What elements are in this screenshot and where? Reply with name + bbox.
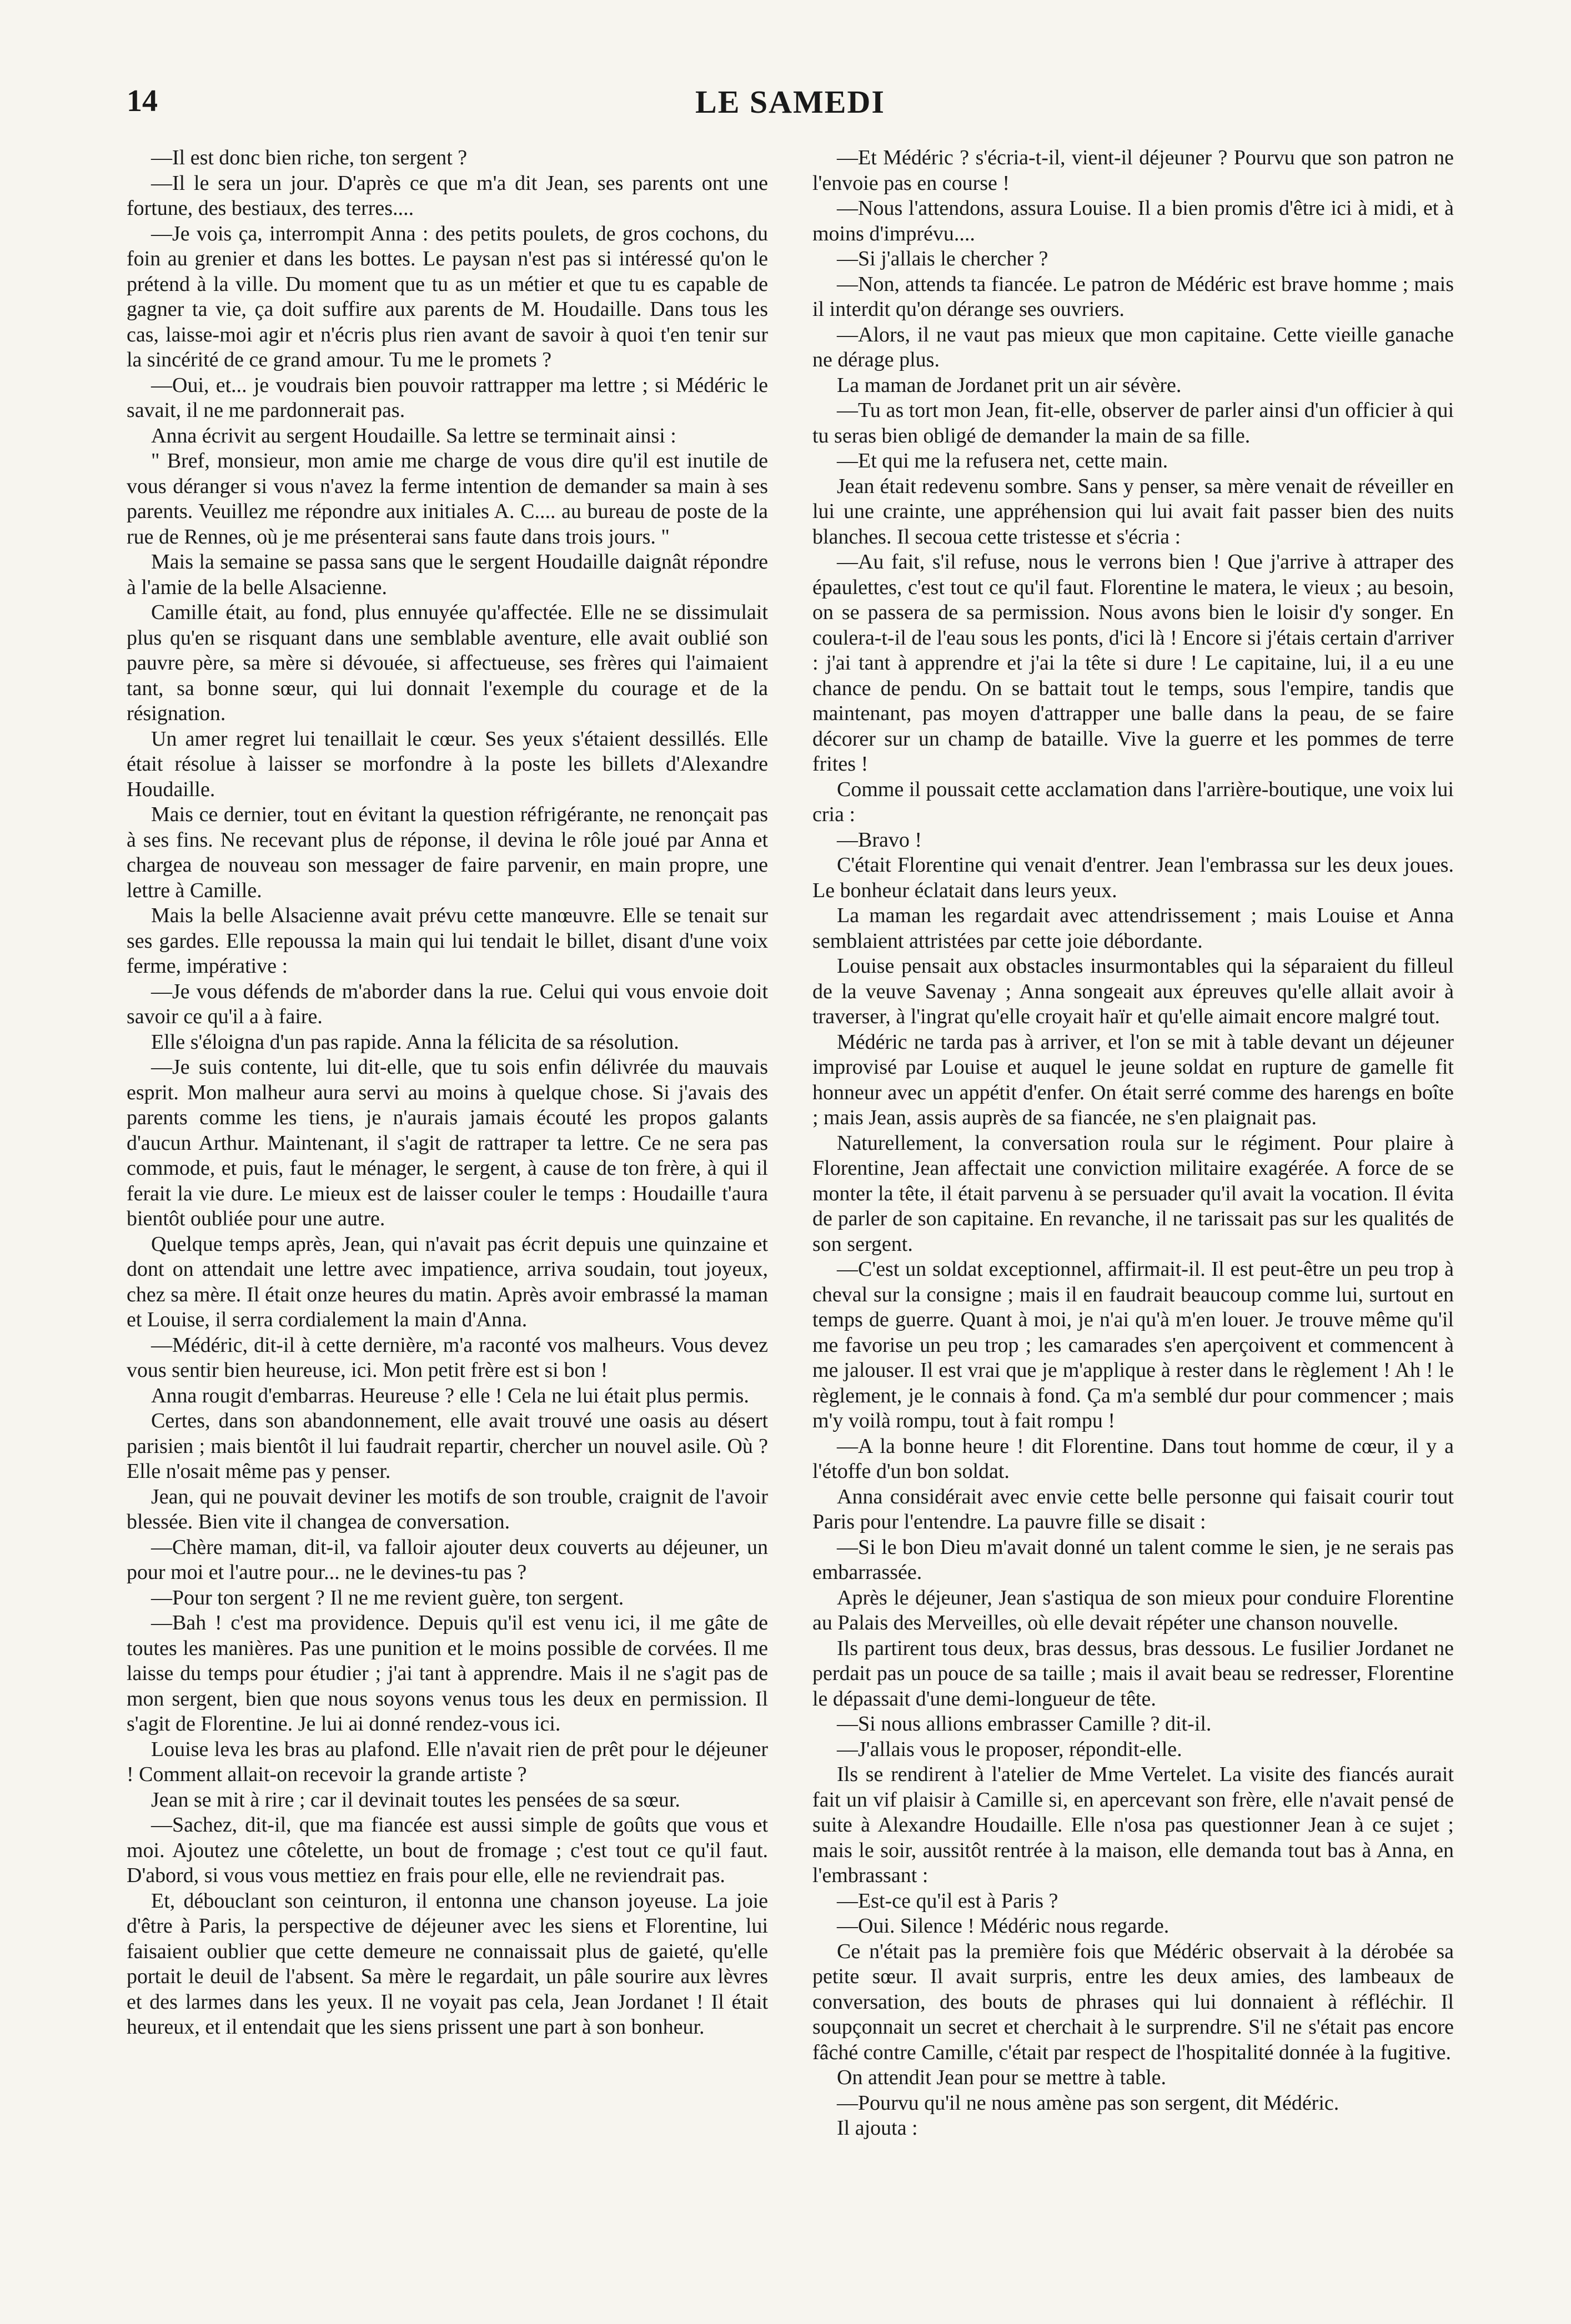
paragraph: Elle s'éloigna d'un pas rapide. Anna la félicita de sa résolution. bbox=[151, 1030, 679, 1054]
paragraph: —Je vois ça, interrompit Anna : des petits poulets, de gros cochons, du foin au grenier et dans les bottes. Le paysan n'est pas si intéressé qu'on le prétend à la ville. Du moment que tu as un métier et que tu es capable de gagner ta vie, ça doit suffire aux parents de M. Houdaille. Dans tous les cas, laisse-moi agir et n'écris plus rien avant de savoir à quoi t'en tenir sur la sincérité de ce grand amour. Tu me le promets ? bbox=[127, 222, 768, 371]
paragraph: Ce n'était pas la première fois que Médéric observait à la dérobée sa petite sœur. Il avait surpris, entre les deux amies, des lambeaux de conversation, des bouts de phrases qui lui donnaient à réfléchir. Il soupçonnait un secret et cherchait à le surprendre. S'il ne s'était pas encore fâché contre Camille, c'était par respect de l'hospitalité donnée à la fugitive. bbox=[812, 1939, 1454, 2064]
paragraph: Louise leva les bras au plafond. Elle n'avait rien de prêt pour le déjeuner ! Comment allait-on recevoir la grande artiste ? bbox=[127, 1737, 768, 1786]
paragraph: La maman de Jordanet prit un air sévère. bbox=[837, 373, 1182, 397]
paragraph: Médéric ne tarda pas à arriver, et l'on se mit à table devant un déjeuner improvisé par Louise et auquel le jeune soldat en rupture de gamelle fit honneur avec un appétit d'enfer. On était serré comme des harengs en boîte ; mais Jean, assis auprès de sa fiancée, ne s'en plaignait pas. bbox=[812, 1030, 1454, 1129]
paragraph: —Est-ce qu'il est à Paris ? bbox=[837, 1889, 1058, 1913]
paragraph: —Tu as tort mon Jean, fit-elle, observer de parler ainsi d'un officier à qui tu seras bien obligé de demander la main de sa fille. bbox=[812, 399, 1454, 447]
paragraph: —J'allais vous le proposer, répondit-elle. bbox=[837, 1737, 1182, 1761]
paragraph: —Nous l'attendons, assura Louise. Il a bien promis d'être ici à midi, et à moins d'imprévu.... bbox=[812, 197, 1454, 245]
paragraph: Ils se rendirent à l'atelier de Mme Vertelet. La visite des fiancés aurait fait un vif plaisir à Camille si, en apercevant son frère, elle n'avait pensé de suite à Alexandre Houdaille. Elle n'osa pas questionner Jean à ce sujet ; mais le soir, aussitôt rentrée à la maison, elle demanda tout bas à Anna, en l'embrassant : bbox=[812, 1763, 1454, 1887]
paragraph: Comme il poussait cette acclamation dans l'arrière-boutique, une voix lui cria : bbox=[812, 777, 1454, 826]
paragraph: —Oui. Silence ! Médéric nous regarde. bbox=[837, 1914, 1170, 1938]
paragraph: La maman les regardait avec attendrissement ; mais Louise et Anna semblaient attristées par cette joie débordante. bbox=[812, 904, 1454, 953]
left-column bbox=[127, 145, 768, 2266]
paragraph: Et, débouclant son ceinturon, il entonna une chanson joyeuse. La joie d'être à Paris, la perspective de déjeuner avec les siens et Florentine, lui faisaient oublier que cette demeure ne connaissait plus de gaieté, qu'elle portait le deuil de l'absent. Sa mère le regardait, un pâle sourire aux lèvres et des larmes dans les yeux. Il ne voyait pas cela, Jean Jordanet ! Il était heureux, et il entendait que les siens prissent une part à son bonheur. bbox=[127, 1889, 768, 2039]
paragraph: Anna écrivit au sergent Houdaille. Sa lettre se terminait ainsi : bbox=[151, 424, 676, 447]
paragraph: —Médéric, dit-il à cette dernière, m'a raconté vos malheurs. Vous devez vous sentir bien heureuse, ici. Mon petit frère est si bon ! bbox=[127, 1333, 768, 1382]
paragraph: —Et Médéric ? s'écria-t-il, vient-il déjeuner ? Pourvu que son patron ne l'envoie pas en course ! bbox=[812, 146, 1454, 195]
paragraph: On attendit Jean pour se mettre à table. bbox=[837, 2066, 1167, 2089]
paragraph: —Je vous défends de m'aborder dans la rue. Celui qui vous envoie doit savoir ce qu'il a à faire. bbox=[127, 979, 768, 1028]
paragraph: —Non, attends ta fiancée. Le patron de Médéric est brave homme ; mais il interdit qu'on dérange ses ouvriers. bbox=[812, 272, 1454, 321]
paragraph: —Si j'allais le chercher ? bbox=[837, 247, 1048, 270]
journal-title: LE SAMEDI bbox=[695, 84, 885, 120]
paragraph: Un amer regret lui tenaillait le cœur. Ses yeux s'étaient dessillés. Elle était résolue à laisser se morfondre à la poste les billets d'Alexandre Houdaille. bbox=[127, 727, 768, 801]
paragraph: —A la bonne heure ! dit Florentine. Dans tout homme de cœur, il y a l'étoffe d'un bon soldat. bbox=[812, 1434, 1454, 1483]
paragraph: —Pour ton sergent ? Il ne me revient guère, ton sergent. bbox=[151, 1586, 624, 1609]
paragraph: —Je suis contente, lui dit-elle, que tu sois enfin délivrée du mauvais esprit. Mon malheur aura servi au moins à quelque chose. Si j'avais des parents comme les tiens, je n'aurais jamais écouté les propos galants d'aucun Arthur. Maintenant, il s'agit de rattraper ta lettre. Ce ne sera pas commode, et puis, faut le ménager, le sergent, à cause de ton frère, à qui il ferait la vie dure. Le mieux est de laisser couler le temps : Houdaille t'aura bientôt oubliée pour une autre. bbox=[127, 1055, 768, 1230]
page-header bbox=[127, 83, 1454, 128]
paragraph: Anna rougit d'embarras. Heureuse ? elle ! Cela ne lui était plus permis. bbox=[151, 1384, 749, 1407]
article-columns bbox=[127, 145, 1454, 2266]
paragraph: Après le déjeuner, Jean s'astiqua de son mieux pour conduire Florentine au Palais des Merveilles, où elle devait répéter une chanson nouvelle. bbox=[812, 1586, 1454, 1634]
paragraph: —Chère maman, dit-il, va falloir ajouter deux couverts au déjeuner, un pour moi et l'autre pour... ne le devines-tu pas ? bbox=[127, 1535, 768, 1584]
page-number: 14 bbox=[127, 84, 158, 118]
right-column bbox=[812, 145, 1454, 2266]
paragraph: C'était Florentine qui venait d'entrer. Jean l'embrassa sur les deux joues. Le bonheur éclatait dans leurs yeux. bbox=[812, 853, 1454, 902]
paragraph: —C'est un soldat exceptionnel, affirmait-il. Il est peut-être un peu trop à cheval sur la consigne ; mais il en faudrait beaucoup comme lui, surtout en temps de guerre. Quant à moi, je n'ai qu'à m'en louer. Je trouve même qu'il me favorise un peu trop ; les camarades s'en aperçoivent et commencent à me jalouser. Il est vrai que je m'applique à rester dans le règlement ! Ah ! le règlement, je le connais à fond. Ça m'a semblé dur pour commencer ; mais m'y voilà rompu, tout à fait rompu ! bbox=[812, 1257, 1454, 1432]
paragraph: Mais la belle Alsacienne avait prévu cette manœuvre. Elle se tenait sur ses gardes. Elle repoussa la main qui lui tendait le billet, disant d'une voix ferme, impérative : bbox=[127, 904, 768, 978]
paragraph: —Oui, et... je voudrais bien pouvoir rattrapper ma lettre ; si Médéric le savait, il ne me pardonnerait pas. bbox=[127, 373, 768, 422]
paragraph: —Alors, il ne vaut pas mieux que mon capitaine. Cette vieille ganache ne dérage plus. bbox=[812, 323, 1454, 371]
paragraph: Mais la semaine se passa sans que le sergent Houdaille daignât répondre à l'amie de la belle Alsacienne. bbox=[127, 550, 768, 599]
paragraph: —Il est donc bien riche, ton sergent ? bbox=[151, 146, 468, 169]
paragraph: Jean était redevenu sombre. Sans y penser, sa mère venait de réveiller en lui une crainte, une appréhension qui lui avait fait passer bien des nuits blanches. Il secoua cette tristesse et s'écria : bbox=[812, 474, 1454, 549]
paragraph: Naturellement, la conversation roula sur le régiment. Pour plaire à Florentine, Jean affectait une conviction militaire exagérée. A force de se monter la tête, il était parvenu à se persuader qu'il avait la vocation. Il évita de parler de son capitaine. En revanche, il ne tarissait pas sur les qualités de son sergent. bbox=[812, 1131, 1454, 1256]
paragraph: Camille était, au fond, plus ennuyée qu'affectée. Elle ne se dissimulait plus qu'en se risquant dans une semblable aventure, elle avait oublié son pauvre père, sa mère si dévouée, si affectueuse, ses frères qui l'aimaient tant, sa bonne sœur, qui lui donnait l'exemple du courage et de la résignation. bbox=[127, 601, 768, 725]
paragraph: Certes, dans son abandonnement, elle avait trouvé une oasis au désert parisien ; mais bientôt il lui faudrait repartir, chercher un nouvel asile. Où ? Elle n'osait même pas y penser. bbox=[127, 1409, 768, 1483]
paragraph: —Et qui me la refusera net, cette main. bbox=[837, 449, 1168, 472]
paragraph: Louise pensait aux obstacles insurmontables qui la séparaient du filleul de la veuve Savenay ; Anna songeait aux épreuves qu'elle allait avoir à traverser, à l'ingrat qu'elle croyait haïr et qu'elle aimait encore malgré tout. bbox=[812, 954, 1454, 1028]
paragraph: —Au fait, s'il refuse, nous le verrons bien ! Que j'arrive à attraper des épaulettes, c'est tout ce qu'il faut. Florentine le matera, le vieux ; au besoin, on se passera de sa permission. Nous avons bien le loisir d'y songer. En coulera-t-il de l'eau sous les ponts, d'ici là ! Encore si j'étais certain d'arriver : j'ai tant à apprendre et j'ai la tête si dure ! Le capitaine, lui, il a eu une chance de pendu. On se battait tout le temps, sous l'empire, tandis que maintenant, pas moyen d'attrapper une balle dans la peau, de se faire décorer sur un champ de bataille. Vive la guerre et les pommes de terre frites ! bbox=[812, 550, 1454, 776]
paragraph: —Bravo ! bbox=[837, 828, 922, 852]
paragraph: —Si nous allions embrasser Camille ? dit-il. bbox=[837, 1712, 1212, 1736]
paragraph: —Pourvu qu'il ne nous amène pas son sergent, dit Médéric. bbox=[837, 2091, 1339, 2115]
paragraph: —Bah ! c'est ma providence. Depuis qu'il est venu ici, il me gâte de toutes les manières. Pas une punition et le moins possible de corvées. Il me laisse du temps pour étudier ; j'ai tant à apprendre. Mais il ne s'agit pas de mon sergent, bien que nous soyons venus tous les deux en permission. Il s'agit de Florentine. Je lui ai donné rendez-vous ici. bbox=[127, 1611, 768, 1736]
paragraph: —Si le bon Dieu m'avait donné un talent comme le sien, je ne serais pas embarrassée. bbox=[812, 1535, 1454, 1584]
paragraph: Mais ce dernier, tout en évitant la question réfrigérante, ne renonçait pas à ses fins. Ne recevant plus de réponse, il devina le rôle joué par Anna et chargea de nouveau son messager de faire parvenir, en main propre, une lettre à Camille. bbox=[127, 803, 768, 902]
paragraph: —Sachez, dit-il, que ma fiancée est aussi simple de goûts que vous et moi. Ajoutez une côtelette, un bout de fromage ; c'est tout ce qu'il faut. D'abord, si vous vous mettiez en frais pour elle, elle ne reviendrait pas. bbox=[127, 1813, 768, 1887]
paragraph: Jean, qui ne pouvait deviner les motifs de son trouble, craignit de l'avoir blessée. Bien vite il changea de conversation. bbox=[127, 1485, 768, 1533]
paragraph: —Il le sera un jour. D'après ce que m'a dit Jean, ses parents ont une fortune, des bestiaux, des terres.... bbox=[127, 171, 768, 220]
paragraph: Jean se mit à rire ; car il devinait toutes les pensées de sa sœur. bbox=[151, 1788, 680, 1812]
paragraph: Anna considérait avec envie cette belle personne qui faisait courir tout Paris pour l'entendre. La pauvre fille se disait : bbox=[812, 1485, 1454, 1533]
paragraph: Quelque temps après, Jean, qui n'avait pas écrit depuis une quinzaine et dont on attendait une lettre avec impatience, arriva soudain, tout joyeux, chez sa mère. Il était onze heures du matin. Après avoir embrassé la maman et Louise, il serra cordialement la main d'Anna. bbox=[127, 1232, 768, 1331]
paragraph: Il ajouta : bbox=[837, 2116, 918, 2140]
paragraph: Ils partirent tous deux, bras dessus, bras dessous. Le fusilier Jordanet ne perdait pas un pouce de sa taille ; mais il avait beau se redresser, Florentine le dépassait d'une demi-longueur de tête. bbox=[812, 1636, 1454, 1711]
paragraph: " Bref, monsieur, mon amie me charge de vous dire qu'il est inutile de vous déranger si vous n'avez la ferme intention de demander sa main à ses parents. Veuillez me répondre aux initiales A. C.... au bureau de poste de la rue de Rennes, où je me présenterai sans faute dans trois jours. " bbox=[127, 449, 768, 549]
